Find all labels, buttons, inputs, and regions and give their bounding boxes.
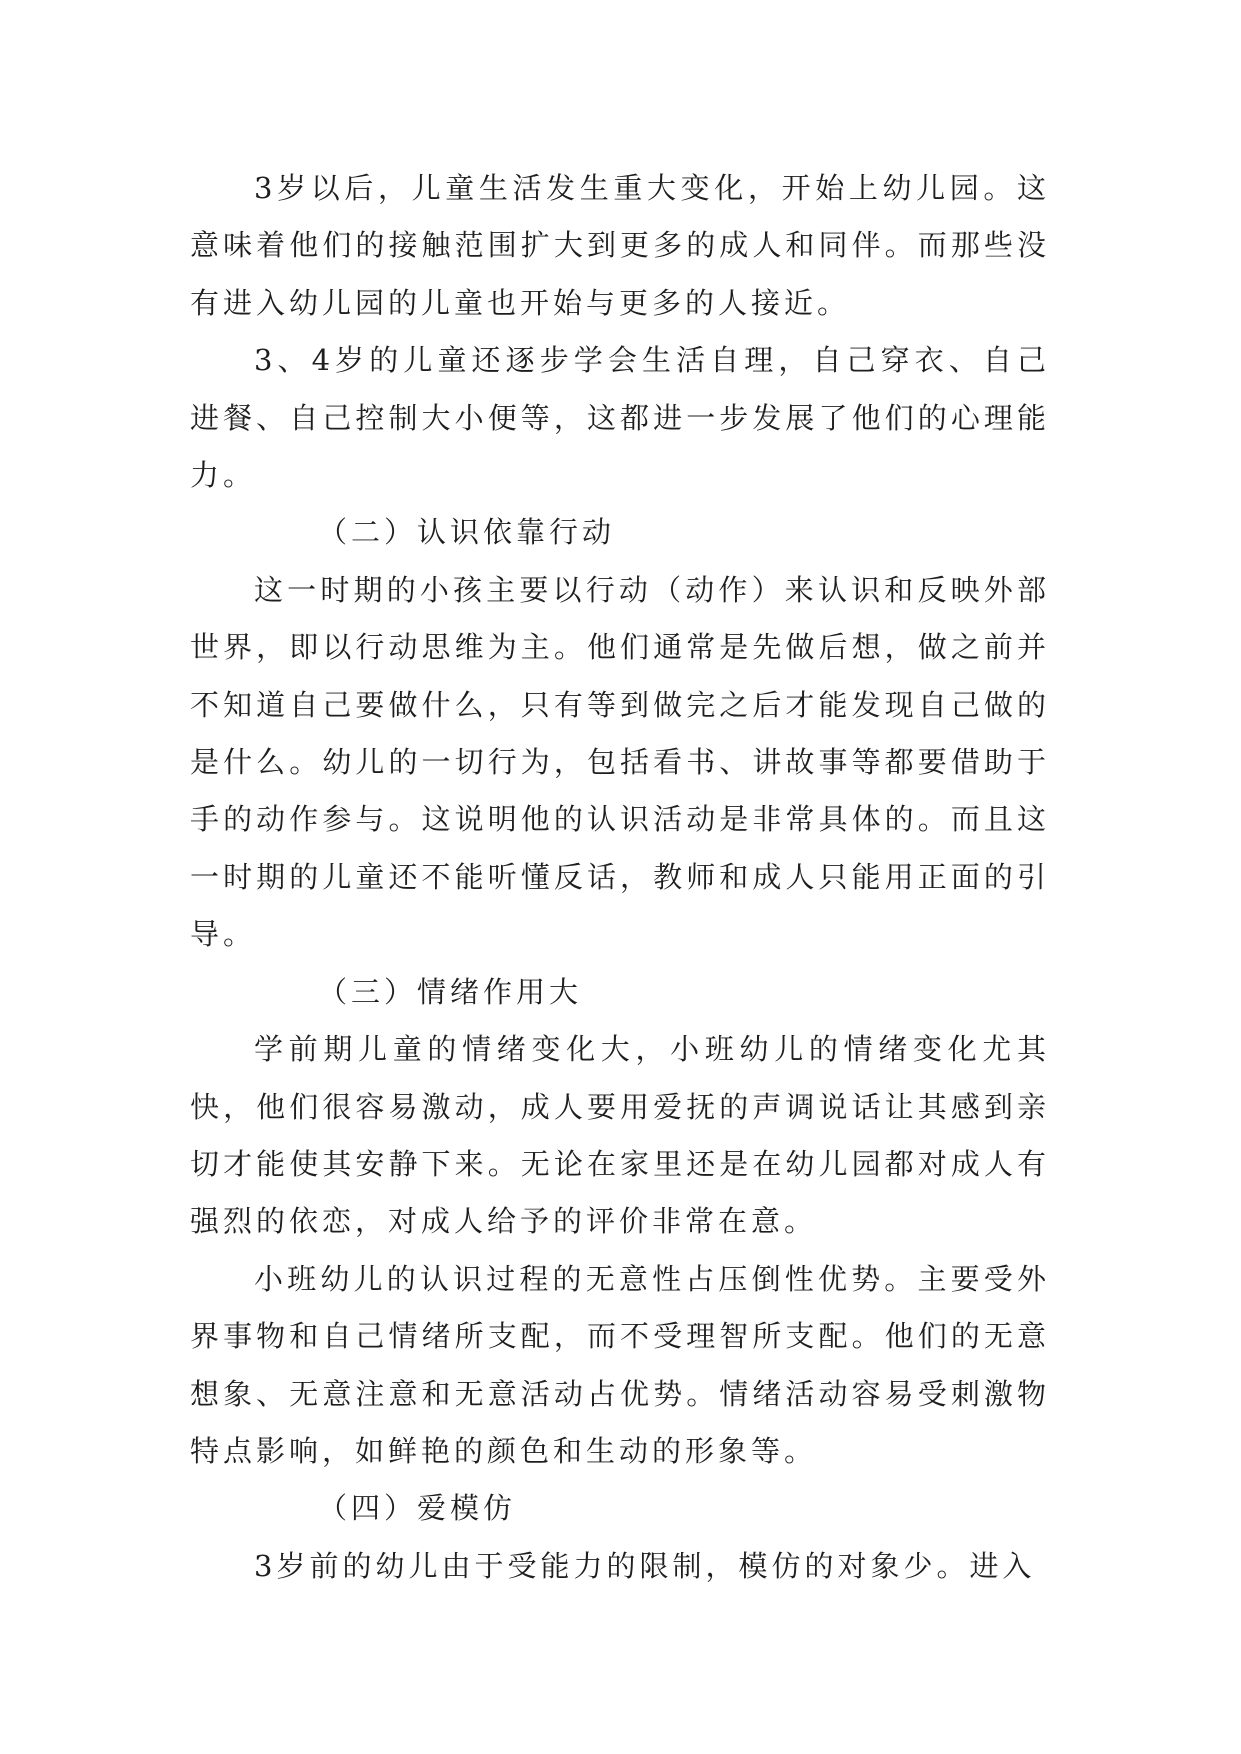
paragraph-emotion-changes: 学前期儿童的情绪变化大，小班幼儿的情绪变化尤其快，他们很容易激动，成人要用爱抚的声调说话让其感到亲切才能使其安静下来。无论在家里还是在幼儿园都对成人有强烈的依恋，对成人给予的评价非常在意。	[190, 1032, 1050, 1239]
section-heading-emotion	[190, 964, 1050, 1021]
paragraph-self-care: 3、4岁的儿童还逐步学会生活自理，自己穿衣、自己进餐、自己控制大小便等，这都进一步发展了他们的心理能力。	[190, 343, 1050, 493]
section-heading-text: （三）情绪作用大	[318, 974, 583, 1009]
document-body	[190, 160, 1050, 1595]
section-heading-cognition-action	[190, 504, 1050, 561]
paragraph-kindergarten-start: 3岁以后，儿童生活发生重大变化，开始上幼儿园。这意味着他们的接触范围扩大到更多的成人和同伴。而那些没有进入幼儿园的儿童也开始与更多的人接近。	[190, 171, 1050, 320]
paragraph-involuntary-cognition: 小班幼儿的认识过程的无意性占压倒性优势。主要受外界事物和自己情绪所支配，而不受理智所支配。他们的无意想象、无意注意和无意活动占优势。情绪活动容易受刺激物特点影响，如鲜艳的颜色和生动的形象等。	[190, 1261, 1050, 1468]
section-heading-text: （四）爱模仿	[318, 1491, 517, 1526]
section-heading-text: （二）认识依靠行动	[318, 515, 616, 550]
paragraph-action-thinking: 这一时期的小孩主要以行动（动作）来认识和反映外部世界，即以行动思维为主。他们通常是先做后想，做之前并不知道自己要做什么，只有等到做完之后才能发现自己做的是什么。幼儿的一切行为，包括看书、讲故事等都要借助于手的动作参与。这说明他的认识活动是非常具体的。而且这一时期的儿童还不能听懂反话，教师和成人只能用正面的引导。	[190, 572, 1050, 952]
paragraph-imitation: 3岁前的幼儿由于受能力的限制，模仿的对象少。进入	[254, 1548, 1036, 1583]
section-heading-imitation	[190, 1480, 1050, 1537]
